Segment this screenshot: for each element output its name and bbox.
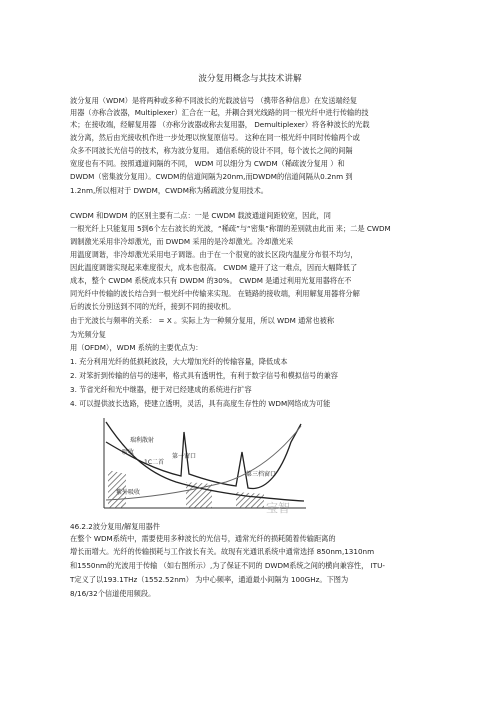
section-heading: 46.2.2波分复用/解复用器件 <box>70 522 160 531</box>
text-line: 用温度调谐，非冷却激光采用电子调谐。由于在一个很宽的波长区段内温度分布很不均匀， <box>70 250 358 259</box>
text-line: 调制激光采用非冷却激光，而 DWDM 采用的是冷却激光。冷却激光采 <box>70 237 294 246</box>
fig-label: 紫外吸收 <box>116 489 141 496</box>
fig-label: 第三档窗口 <box>246 471 277 478</box>
text-line: 为光频分复 <box>70 330 106 339</box>
fiber-loss-figure <box>86 412 316 520</box>
list-item: 1. 充分利用光纤的低损耗波段，大大增加光纤的传输容量，降低成本 <box>70 357 288 366</box>
text-line: 因此温度调谐实现起来难度很大，成本也很高。 CWDM 避开了这一难点，因而大幅降低了 <box>70 263 358 272</box>
text-line: 成本，整个 CWDM 系统成本只有 DWDM 的30%。 CWDM 是通过利用光复用器将在不 <box>70 276 352 285</box>
text-line: 同光纤中传输的波长结合到一根光纤中传输来实现。 在链路的接收端，利用解复用器将分解 <box>70 289 360 298</box>
text-line: 波分复用（WDM）是将两种或多种不同波长的光载波信号 （携带各种信息）在发送端经复 <box>70 96 358 105</box>
watermark: 宝智 <box>266 501 291 515</box>
text-line: 众多不同波长光信号的技术，称为波分复用。 通信系统的设计不同，每个波长之间的间隔 <box>70 146 353 155</box>
text-line: CWDM 和DWDM 的区别主要有二点：一是 CWDM 载波通道间距较宽，因此，同 <box>70 211 331 220</box>
text-line: 后的波长分别送到不同的光纤，接到不同的接收机。 <box>70 302 236 311</box>
text-line: 波分离，然后由光接收机作进一步处理以恢复原信号。 这种在同一根光纤中同时传输两个或 <box>70 133 360 142</box>
text-line: 和1550nm的光波用于传输 （如右图所示）,为了保证不同的 DWDM系统之间的横向兼容性， ITU- <box>70 561 385 570</box>
fig-label: 1C二首 <box>144 459 165 466</box>
text-line: 一根光纤上只能复用 5到6个左右波长的光波，“稀疏”与“密集”称谓的差别就由此而 来；二是 CWDM <box>70 224 391 233</box>
text-line: 宽度也有不同。按照通道间隔的不同， WDM 可以细分为 CWDM（稀疏波分复用 ）和 <box>70 159 345 168</box>
text-line: T定义了以193.1THz（1552.52nm） 为中心频率，通道最小间隔为 100GHz。下图为 <box>70 575 349 584</box>
fig-label: 瑞利散射 <box>130 437 155 444</box>
page-title: 波分复用概念与其技术讲解 <box>198 74 302 84</box>
text-line: 术；在接收端，经解复用器 （亦称分波器或称去复用器， Demultiplexer）将各种波长的光载 <box>70 120 370 129</box>
text-line: 8/16/32个信道使用频段。 <box>70 589 156 598</box>
text-line: 由于光波长与频率的关系： = X 。实际上为一种频分复用，所以 WDM 通常也被称 <box>70 316 335 325</box>
list-item: 4. 可以提供波长选路，使建立透明，灵活，具有高度生存性的 WDM网络成为可能 <box>70 399 331 408</box>
fig-label: 第一窗口 <box>172 453 197 460</box>
text-line: 增长而增大。光纤的传输损耗与工作波长有关。故现有光通讯系统中通常选择 850nm,1310nm <box>70 547 375 556</box>
text-line: 用（OFDM），WDM 系统的主要优点为： <box>70 343 203 352</box>
window-band-3 <box>236 492 264 508</box>
fig-label: 吸收 <box>122 449 135 456</box>
text-line: 1.2nm,所以相对于 DWDM，CWDM称为稀疏波分复用技术。 <box>70 186 268 195</box>
text-line: 在整个 WDM系统中，需要使用多种波长的光信号，通常光纤的损耗随着传输距离的 <box>70 534 336 543</box>
list-item: 2. 对笨折到传输的信号的速率，格式具有透明性，有利于数字信号和模拟信号的兼容 <box>70 371 338 380</box>
text-line: 用器（亦称合波器，Multiplexer）汇合在一起，并耦合到光线路的同一根光纤中进行传输的技 <box>70 108 369 117</box>
text-line: DWDM（密集波分复用）。CWDM的信道间隔为20nm,而DWDM的信道间隔从0.2nm 到 <box>70 172 353 181</box>
list-item: 3. 节省光纤和光中继器，便于对已经建成的系统进行扩容 <box>70 385 252 394</box>
fiber-loss-graph <box>86 412 316 520</box>
